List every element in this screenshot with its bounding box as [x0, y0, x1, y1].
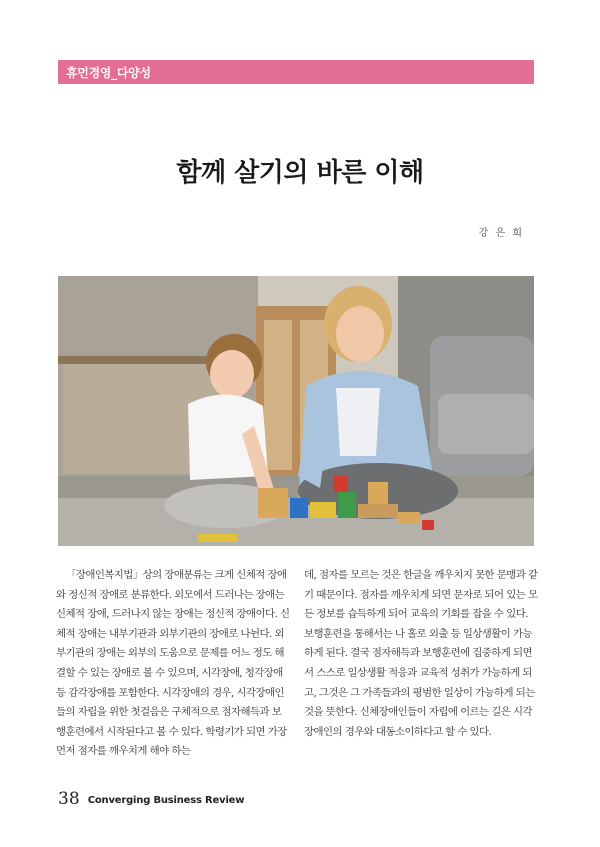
page-footer — [58, 788, 244, 809]
article-title: 함께 살기의 바른 이해 — [176, 158, 424, 188]
article-column-left — [56, 566, 290, 762]
article-photo — [58, 276, 534, 546]
article-column-right — [304, 566, 538, 742]
article-author: 강 은 희 — [478, 228, 524, 239]
page-number: 38 — [58, 789, 80, 809]
photo-mother-child-blocks-icon — [58, 276, 534, 546]
paragraph: 「장애인복지법」상의 장애분류는 크게 신체적 장애와 정신적 장애로 분류한다. 외모에서 드러나는 장애는 신체적 장애, 드러나지 않는 장애는 정신적 장애이다. 신체적 장애는 내부기관과 외부기관의 장애로 나뉜다. 외부기관의 장애는 외부의 도움으로 문제를 어느 정도 해결할 수 있는 장애로 볼 수 있으며, 시각장애, 청각장애 등 감각장애를 포함한다. 시각장애의 경우, 시각장애인들의 자립을 위한 첫걸음은 구체적으로 점자해득과 보행훈련에서 시작된다고 볼 수 있다. 학령기가 되면 가장 먼저 점자를 깨우치게 해야 하는 — [56, 569, 290, 758]
section-label: 휴먼경영_다양성 — [66, 66, 151, 80]
section-header-bar — [58, 60, 534, 84]
paragraph: 데, 점자를 모르는 것은 한글을 깨우치지 못한 문맹과 같기 때문이다. 점자를 깨우치게 되면 문자로 되어 있는 모든 정보를 습득하게 되어 교육의 기회를 잡을 수 있다. 보행훈련을 통해서는 나 홀로 외출 등 일상생활이 가능하게 된다. 결국 점자해득과 보행훈련에 집중하게 되면서 스스로 일상생활 적응과 교육적 성취가 가능하게 되고, 그것은 그 가족들과의 평범한 일상이 가능하게 되는 것을 뜻한다. 신체장애인들이 자립에 이르는 길은 시각장애인의 경우와 대동소이하다고 할 수 있다. — [304, 569, 538, 738]
magazine-name: Converging Business Review — [87, 795, 245, 806]
